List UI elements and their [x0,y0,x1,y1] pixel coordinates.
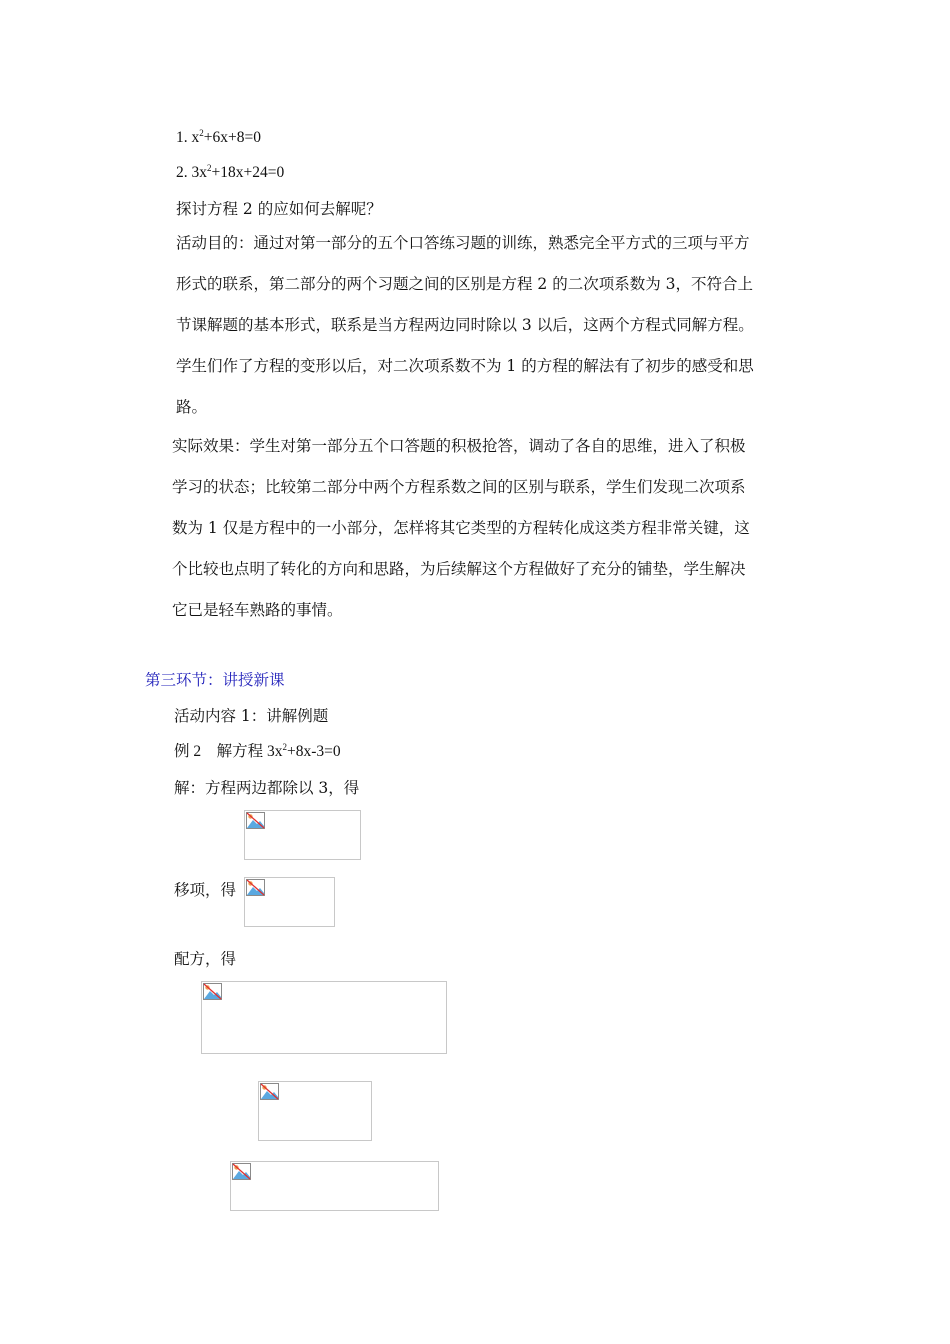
solution-line: 解：方程两边都除以 3，得 [174,779,360,797]
purpose-line: 形式的联系，第二部分的两个习题之间的区别是方程 2 的二次项系数为 3，不符合上 [176,275,754,293]
equation-1-base: 1. x [176,129,200,146]
purpose-line: 活动目的：通过对第一部分的五个口答练习题的训练，熟悉完全平方式的三项与平方 [176,234,750,252]
effect-paragraph [172,426,812,631]
formula-image [230,1161,439,1211]
activity-title: 活动内容 1：讲解例题 [174,707,329,725]
formula-image [258,1081,372,1141]
effect-line: 它已是轻车熟路的事情。 [172,601,343,619]
formula-image [244,810,361,860]
formula-image [201,981,447,1054]
broken-image-icon [203,983,222,1000]
equation-2-base: 2. 3x [176,164,207,181]
broken-image-icon [260,1083,279,1100]
broken-image-icon [246,879,265,896]
equation-2 [176,163,284,183]
question-line: 探讨方程 2 的应如何去解呢？ [176,200,382,218]
equation-1 [176,128,261,148]
effect-line: 数为 1 仅是方程中的一小部分，怎样将其它类型的方程转化成这类方程非常关键，这 [172,519,750,537]
purpose-paragraph [176,223,816,428]
formula-image [244,877,335,927]
broken-image-icon [232,1163,251,1180]
purpose-line: 路。 [176,398,208,416]
equation-2-exponent: 2 [207,163,212,173]
example-exponent: 2 [282,742,288,752]
equation-1-exponent: 2 [199,128,204,138]
effect-line: 实际效果：学生对第一部分五个口答题的积极抢答，调动了各自的思维，进入了积极 [172,437,746,455]
complete-square-line: 配方，得 [174,950,237,968]
example-base: 例 2 解方程 3x [174,743,283,760]
example-rest: +8x-3=0 [287,743,341,760]
equation-1-rest: +6x+8=0 [203,129,261,146]
purpose-line: 学生们作了方程的变形以后，对二次项系数不为 1 的方程的解法有了初步的感受和思 [176,357,754,375]
broken-image-icon [246,812,265,829]
section-heading: 第三环节：讲授新课 [145,671,285,689]
purpose-line: 节课解题的基本形式，联系是当方程两边同时除以 3 以后，这两个方程式同解方程。 [176,316,754,334]
equation-2-rest: +18x+24=0 [211,164,285,181]
example-line [174,742,341,762]
effect-line: 学习的状态；比较第二部分中两个方程系数之间的区别与联系，学生们发现二次项系 [172,478,746,496]
effect-line: 个比较也点明了转化的方向和思路，为后续解这个方程做好了充分的铺垫，学生解决 [172,560,746,578]
move-line: 移项，得 [174,881,237,899]
